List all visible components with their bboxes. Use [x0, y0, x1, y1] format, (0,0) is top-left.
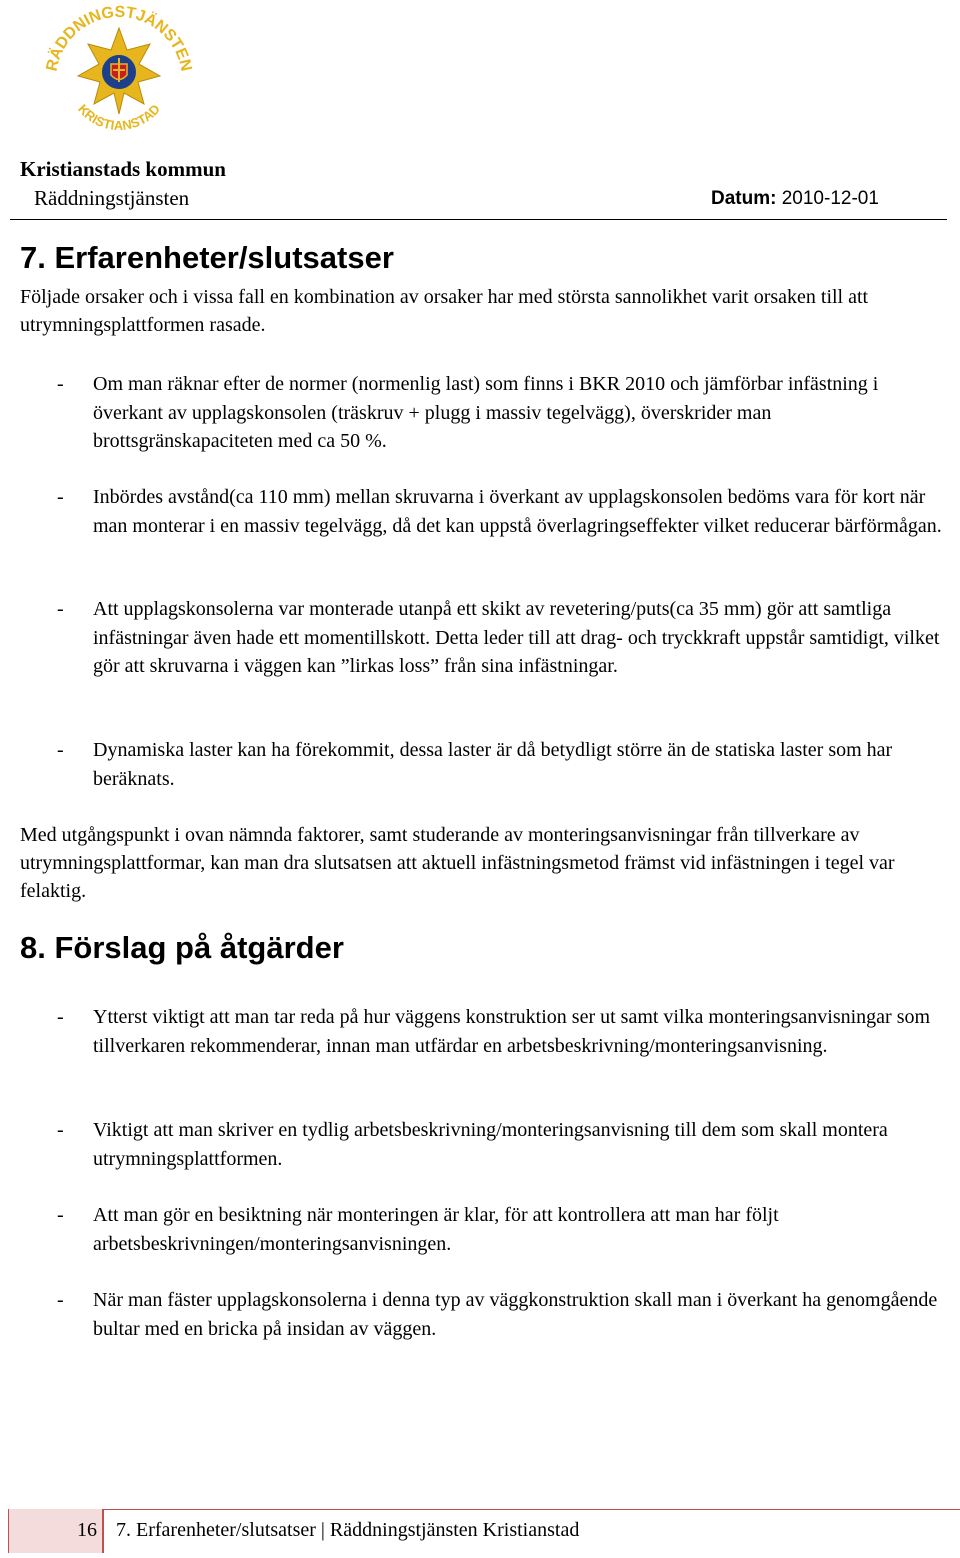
- page-footer: [8, 1509, 960, 1553]
- footer-text: 7. Erfarenheter/slutsatser | Räddningstjänsten Kristianstad: [116, 1519, 580, 1541]
- section-7-intro: Följade orsaker och i vissa fall en kombination av orsaker har med största sannolikhet varit orsaken till att utrymningsplattformen rasade.: [20, 286, 869, 336]
- department-name: Räddningstjänsten: [34, 186, 190, 210]
- organization-name: Kristianstads kommun: [20, 157, 226, 181]
- section-7-heading: 7. Erfarenheter/slutsatser: [20, 240, 394, 275]
- bullet-dash: -: [57, 1204, 64, 1226]
- list-item: [57, 1003, 950, 1060]
- list-item-text: Dynamiska laster kan ha förekommit, dessa laster är då betydligt större än de statiska laster som har beräknats.: [93, 739, 893, 790]
- list-item-text: Att upplagskonsolerna var monterade utanpå ett skikt av revetering/puts(ca 35 mm) gör att samtliga infästningar även hade ett momentillskott. Detta leder till att drag- och tryckkraft uppstår samtidigt, vilket gör att skruvarna i väggen kan ”lirkas loss” från sina infästningar.: [93, 598, 940, 677]
- bullet-dash: -: [57, 373, 64, 395]
- date-value: 2010-12-01: [781, 188, 879, 209]
- bullet-dash: -: [57, 1006, 64, 1028]
- list-item-text: Viktigt att man skriver en tydlig arbetsbeskrivning/monteringsanvisning till dem som skall montera utrymningsplattformen.: [93, 1119, 888, 1170]
- document-date: [711, 188, 879, 210]
- list-item: [57, 370, 950, 456]
- bullet-dash: -: [57, 598, 64, 620]
- raddningstjansten-logo: [34, 0, 204, 140]
- list-item: [57, 595, 950, 681]
- page-number: 16: [77, 1519, 97, 1541]
- list-item: [57, 736, 950, 793]
- logo-top-textpath: RÄDDNINGSTJÄNSTEN: [43, 3, 195, 73]
- section-7-conclusion: Med utgångspunkt i ovan nämnda faktorer, samt studerande av monteringsanvisningar från tillverkare av utrymningsplattformar, kan man dra slutsatsen att aktuell infästningsmetod främst vid infästningen i tegel var felaktig.: [20, 824, 895, 902]
- list-item: [57, 483, 950, 540]
- list-item-text: Ytterst viktigt att man tar reda på hur väggens konstruktion ser ut samt vilka monteringsanvisningar som tillverkaren rekommenderar, innan man utfärdar en arbetsbeskrivning/monteringsanvisning.: [93, 1006, 931, 1057]
- header-divider: [10, 219, 947, 220]
- bullet-dash: -: [57, 1119, 64, 1141]
- bullet-dash: -: [57, 739, 64, 761]
- list-item-text: När man fäster upplagskonsolerna i denna typ av väggkonstruktion skall man i överkant ha genomgående bultar med en bricka på insidan av väggen.: [93, 1289, 938, 1340]
- footer-separator: [102, 1509, 104, 1553]
- page-number-box: [8, 1509, 103, 1553]
- list-item-text: Att man gör en besiktning när monteringen är klar, för att kontrollera att man har följt arbetsbeskrivningen/monteringsanvisningen.: [93, 1204, 779, 1255]
- logo-bottom-textpath: KRISTIANSTAD: [75, 101, 163, 133]
- footer-rule: [8, 1509, 960, 1510]
- list-item-text: Inbördes avstånd(ca 110 mm) mellan skruvarna i överkant av upplagskonsolen bedöms vara för kort när man monterar i en massiv tegelvägg, då det kan uppstå överlagringseffekter vilket reducerar bärförmågan.: [93, 486, 942, 537]
- list-item: [57, 1286, 950, 1343]
- bullet-dash: -: [57, 486, 64, 508]
- fire-service-star-emblem: [34, 0, 204, 140]
- list-item-text: Om man räknar efter de normer (normenlig last) som finns i BKR 2010 och jämförbar infästning i överkant av upplagskonsolen (träskruv + plugg i massiv tegelvägg), överskrider man brottsgränskapaciteten med ca 50 %.: [93, 373, 879, 452]
- date-label: Datum:: [711, 188, 777, 209]
- list-item: [57, 1116, 950, 1173]
- bullet-dash: -: [57, 1289, 64, 1311]
- list-item: [57, 1201, 950, 1258]
- section-8-heading: 8. Förslag på åtgärder: [20, 930, 344, 965]
